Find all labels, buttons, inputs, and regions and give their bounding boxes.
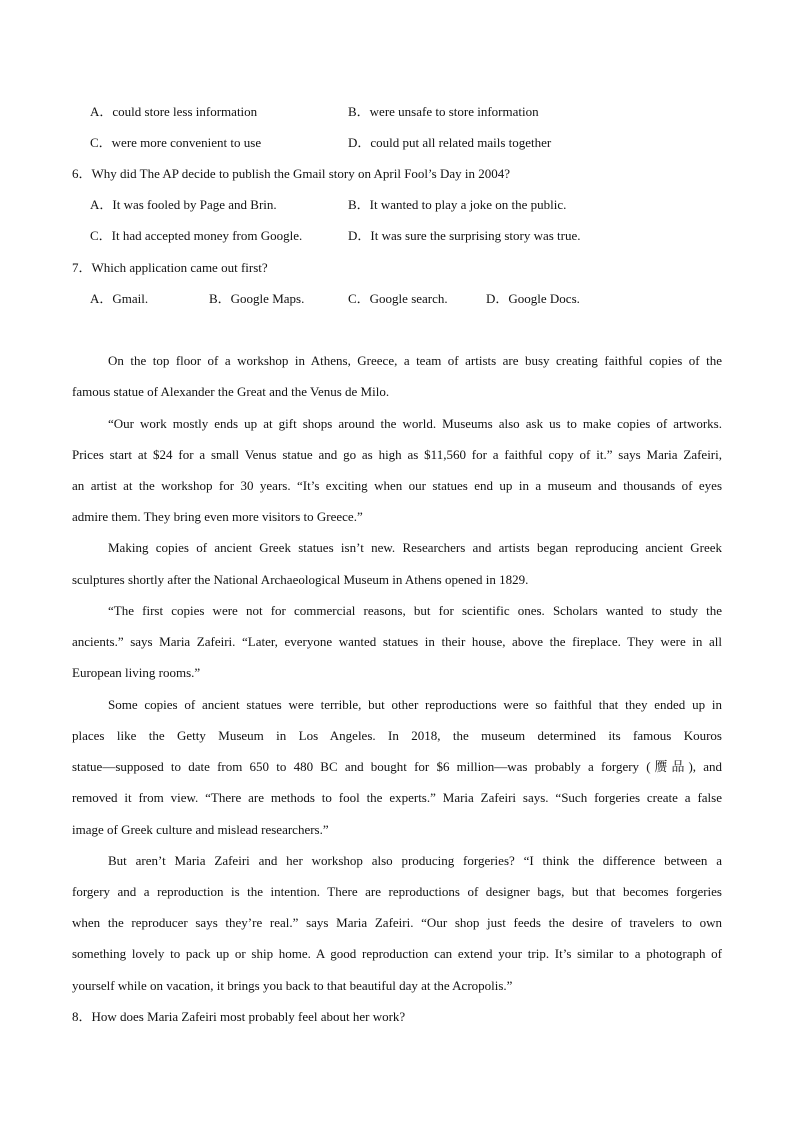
- passage-line: On the top floor of a workshop in Athens, Greece, a team of artists are busy creating faithful copies of the: [108, 353, 722, 368]
- passage-line: removed it from view. “There are methods to fool the experts.” Maria Zafeiri says. “Such forgeries create a false: [72, 790, 722, 805]
- passage-line: when the reproducer says they’re real.” says Maria Zafeiri. “Our shop just feeds the desire of travelers to own: [72, 915, 722, 930]
- q5-option-b[interactable]: B．were unsafe to store information: [348, 104, 539, 119]
- q5-option-c[interactable]: C．were more convenient to use: [90, 135, 262, 150]
- q7-option-d[interactable]: D．Google Docs.: [486, 291, 580, 306]
- passage-line: admire them. They bring even more visitors to Greece.”: [72, 509, 363, 524]
- passage-line: European living rooms.”: [72, 665, 201, 680]
- passage-line: forgery and a reproduction is the intention. There are reproductions of designer bags, but that becomes forgeries: [72, 884, 722, 899]
- q7-option-a[interactable]: A．Gmail.: [90, 291, 149, 306]
- q7-option-b[interactable]: B．Google Maps.: [209, 291, 305, 306]
- q5-option-a[interactable]: A．could store less information: [90, 104, 258, 119]
- passage-line: statue—supposed to date from 650 to 480 BC and bought for $6 million—was probably a forgery (赝品), and: [72, 759, 722, 774]
- q5-option-d[interactable]: D．could put all related mails together: [348, 135, 552, 150]
- passage-line: But aren’t Maria Zafeiri and her workshop also producing forgeries? “I think the difference between a: [108, 853, 722, 868]
- passage-line: “Our work mostly ends up at gift shops around the world. Museums also ask us to make copies of artworks.: [108, 416, 722, 431]
- q8-stem: 8．How does Maria Zafeiri most probably feel about her work?: [72, 1009, 406, 1024]
- passage-line: Making copies of ancient Greek statues isn’t new. Researchers and artists began reproducing ancient Greek: [108, 540, 722, 555]
- passage-line: “The first copies were not for commercial reasons, but for scientific ones. Scholars wanted to study the: [108, 603, 722, 618]
- passage-line: something lovely to pack up or ship home. A good reproduction can extend your trip. It’s similar to a photograph of: [72, 946, 722, 961]
- passage-line: ancients.” says Maria Zafeiri. “Later, everyone wanted statues in their house, above the fireplace. They were in all: [72, 634, 722, 649]
- passage-line: Some copies of ancient statues were terrible, but other reproductions were so faithful that they ended up in: [108, 697, 722, 712]
- q6-option-a[interactable]: A．It was fooled by Page and Brin.: [90, 197, 277, 212]
- passage-line: sculptures shortly after the National Archaeological Museum in Athens opened in 1829.: [72, 572, 529, 587]
- passage-line: places like the Getty Museum in Los Angeles. In 2018, the museum determined its famous Kouros: [72, 728, 722, 743]
- q7-option-c[interactable]: C．Google search.: [348, 291, 448, 306]
- passage-line: Prices start at $24 for a small Venus statue and go as high as $11,560 for a faithful copy of it.” says Maria Zafeiri,: [72, 447, 722, 462]
- passage-line: an artist at the workshop for 30 years. “It’s exciting when our statues end up in a museum and thousands of eyes: [72, 478, 722, 493]
- q6-option-d[interactable]: D．It was sure the surprising story was true.: [348, 228, 581, 243]
- passage-line: yourself while on vacation, it brings you back to that beautiful day at the Acropolis.”: [72, 978, 513, 993]
- q7-stem: 7．Which application came out first?: [72, 260, 268, 275]
- q6-option-c[interactable]: C．It had accepted money from Google.: [90, 228, 303, 243]
- q6-option-b[interactable]: B．It wanted to play a joke on the public.: [348, 197, 567, 212]
- passage-line: image of Greek culture and mislead researchers.”: [72, 822, 329, 837]
- q6-stem: 6．Why did The AP decide to publish the Gmail story on April Fool’s Day in 2004?: [72, 166, 510, 181]
- passage-line: famous statue of Alexander the Great and the Venus de Milo.: [72, 384, 390, 399]
